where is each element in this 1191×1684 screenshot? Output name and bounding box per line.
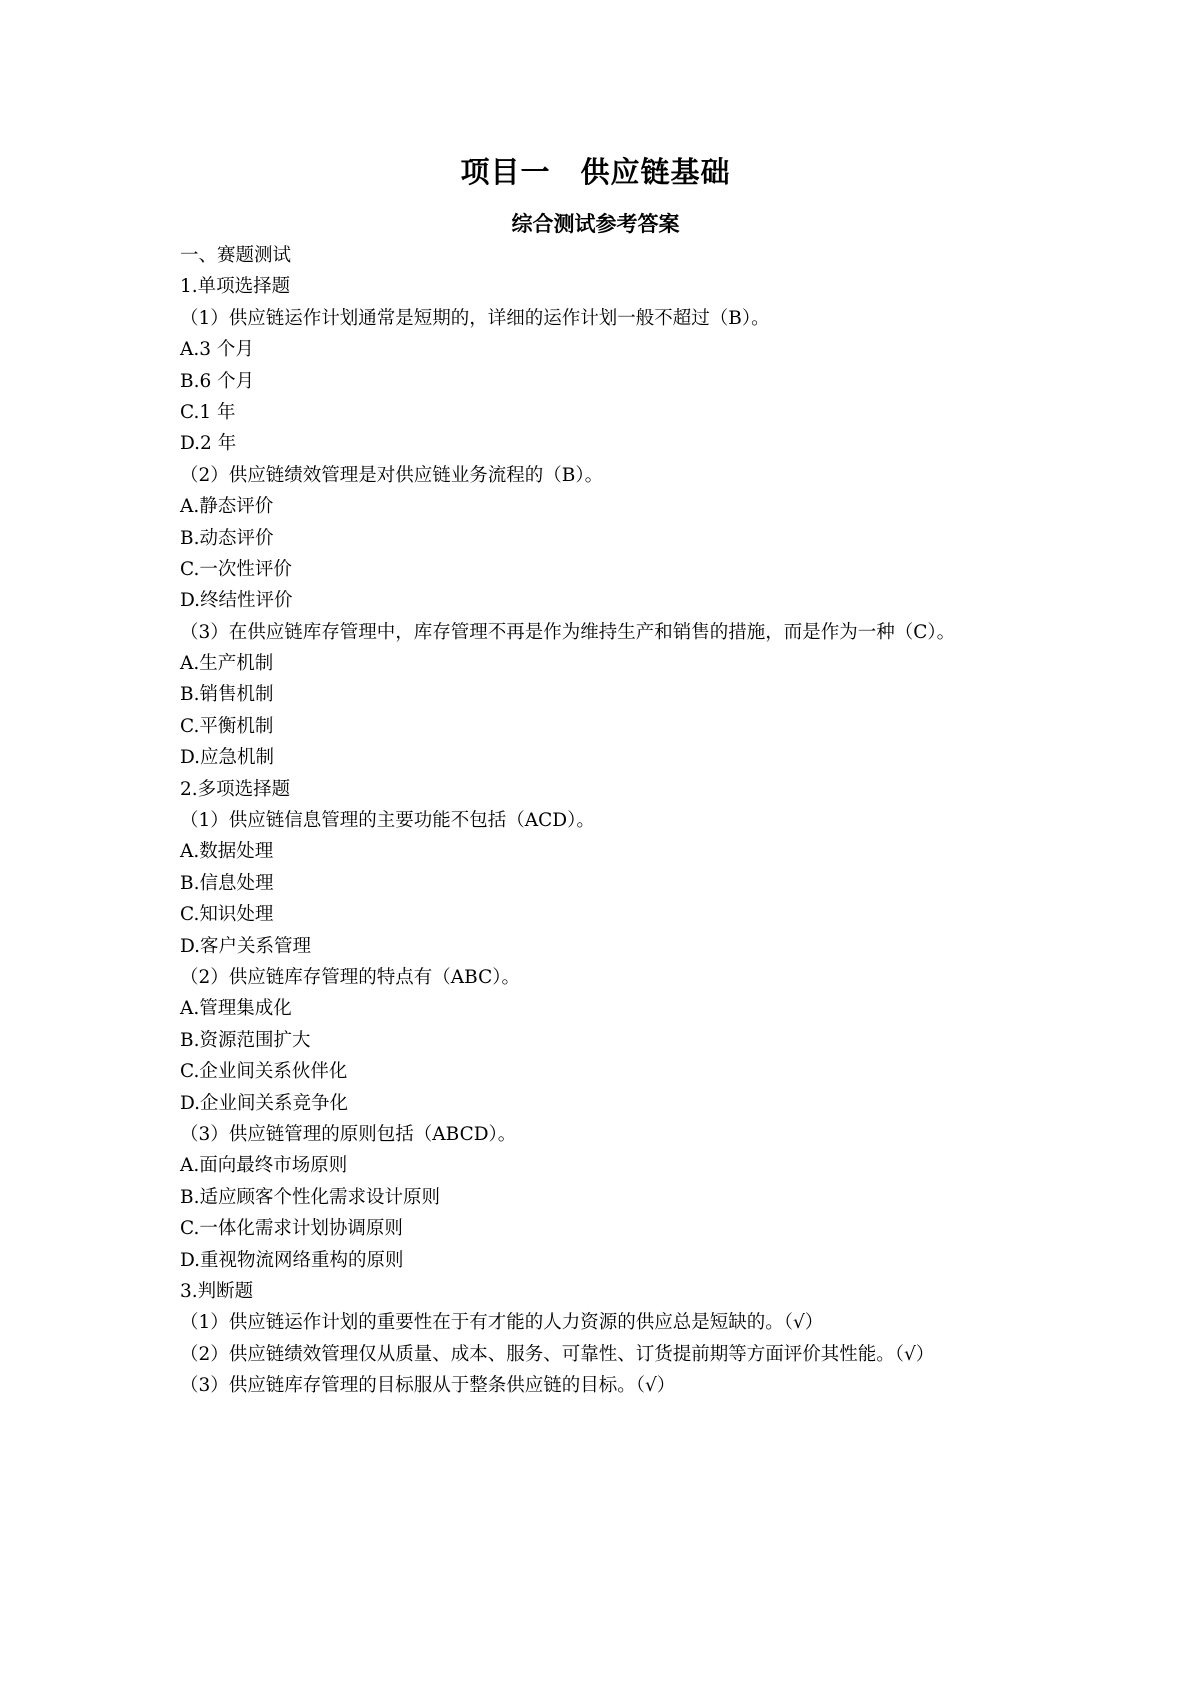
question-type-heading: 1.单项选择题 [180, 276, 291, 298]
answer-option: A.3 个月 [180, 339, 254, 361]
answer-list [180, 240, 1080, 1401]
answer-option: B.资源范围扩大 [180, 1029, 311, 1051]
question-type-heading: 3.判断题 [180, 1280, 254, 1302]
question-text: （1）供应链运作计划通常是短期的，详细的运作计划一般不超过（B）。 [180, 307, 770, 329]
question-type-heading: 2.多项选择题 [180, 778, 291, 800]
answer-option: A.静态评价 [180, 496, 274, 518]
answer-option: B.销售机制 [180, 684, 274, 706]
answer-option: C.企业间关系伙伴化 [180, 1061, 348, 1083]
answer-option: D.重视物流网络重构的原则 [180, 1249, 404, 1271]
question-text: （2）供应链绩效管理仅从质量、成本、服务、可靠性、订货提前期等方面评价其性能。（√） [180, 1343, 935, 1365]
question-text: （1）供应链运作计划的重要性在于有才能的人力资源的供应总是短缺的。（√） [180, 1312, 824, 1334]
answer-option: B.适应顾客个性化需求设计原则 [180, 1186, 440, 1208]
answer-option: C.知识处理 [180, 904, 274, 926]
question-text: （2）供应链库存管理的特点有（ABC）。 [180, 966, 520, 988]
answer-option: D.应急机制 [180, 747, 275, 769]
answer-option: C.一次性评价 [180, 558, 292, 580]
question-text: （3）供应链库存管理的目标服从于整条供应链的目标。（√） [180, 1375, 676, 1397]
answer-option: C.一体化需求计划协调原则 [180, 1218, 403, 1240]
answer-option: D.客户关系管理 [180, 935, 312, 957]
question-text: （3）供应链管理的原则包括（ABCD）。 [180, 1123, 517, 1145]
answer-option: B.动态评价 [180, 527, 274, 549]
question-text: （1）供应链信息管理的主要功能不包括（ACD）。 [180, 810, 595, 832]
section-heading: 一、赛题测试 [180, 245, 292, 266]
answer-option: A.管理集成化 [180, 998, 292, 1020]
question-text: （3）在供应链库存管理中，库存管理不再是作为维持生产和销售的措施，而是作为一种（C）。 [180, 621, 956, 643]
answer-option: A.数据处理 [180, 841, 274, 863]
answer-option: A.面向最终市场原则 [180, 1155, 348, 1177]
answer-option: B.6 个月 [180, 370, 255, 392]
document-title: 项目一 供应链基础 [460, 155, 731, 189]
answer-option: C.平衡机制 [180, 715, 274, 737]
question-text: （2）供应链绩效管理是对供应链业务流程的（B）。 [180, 464, 604, 486]
answer-option: C.1 年 [180, 401, 236, 423]
answer-option: D.企业间关系竞争化 [180, 1092, 349, 1114]
answer-option: A.生产机制 [180, 653, 274, 675]
document-subtitle: 综合测试参考答案 [511, 212, 680, 236]
answer-option: D.终结性评价 [180, 590, 293, 612]
answer-option: B.信息处理 [180, 872, 274, 894]
answer-option: D.2 年 [180, 433, 237, 455]
